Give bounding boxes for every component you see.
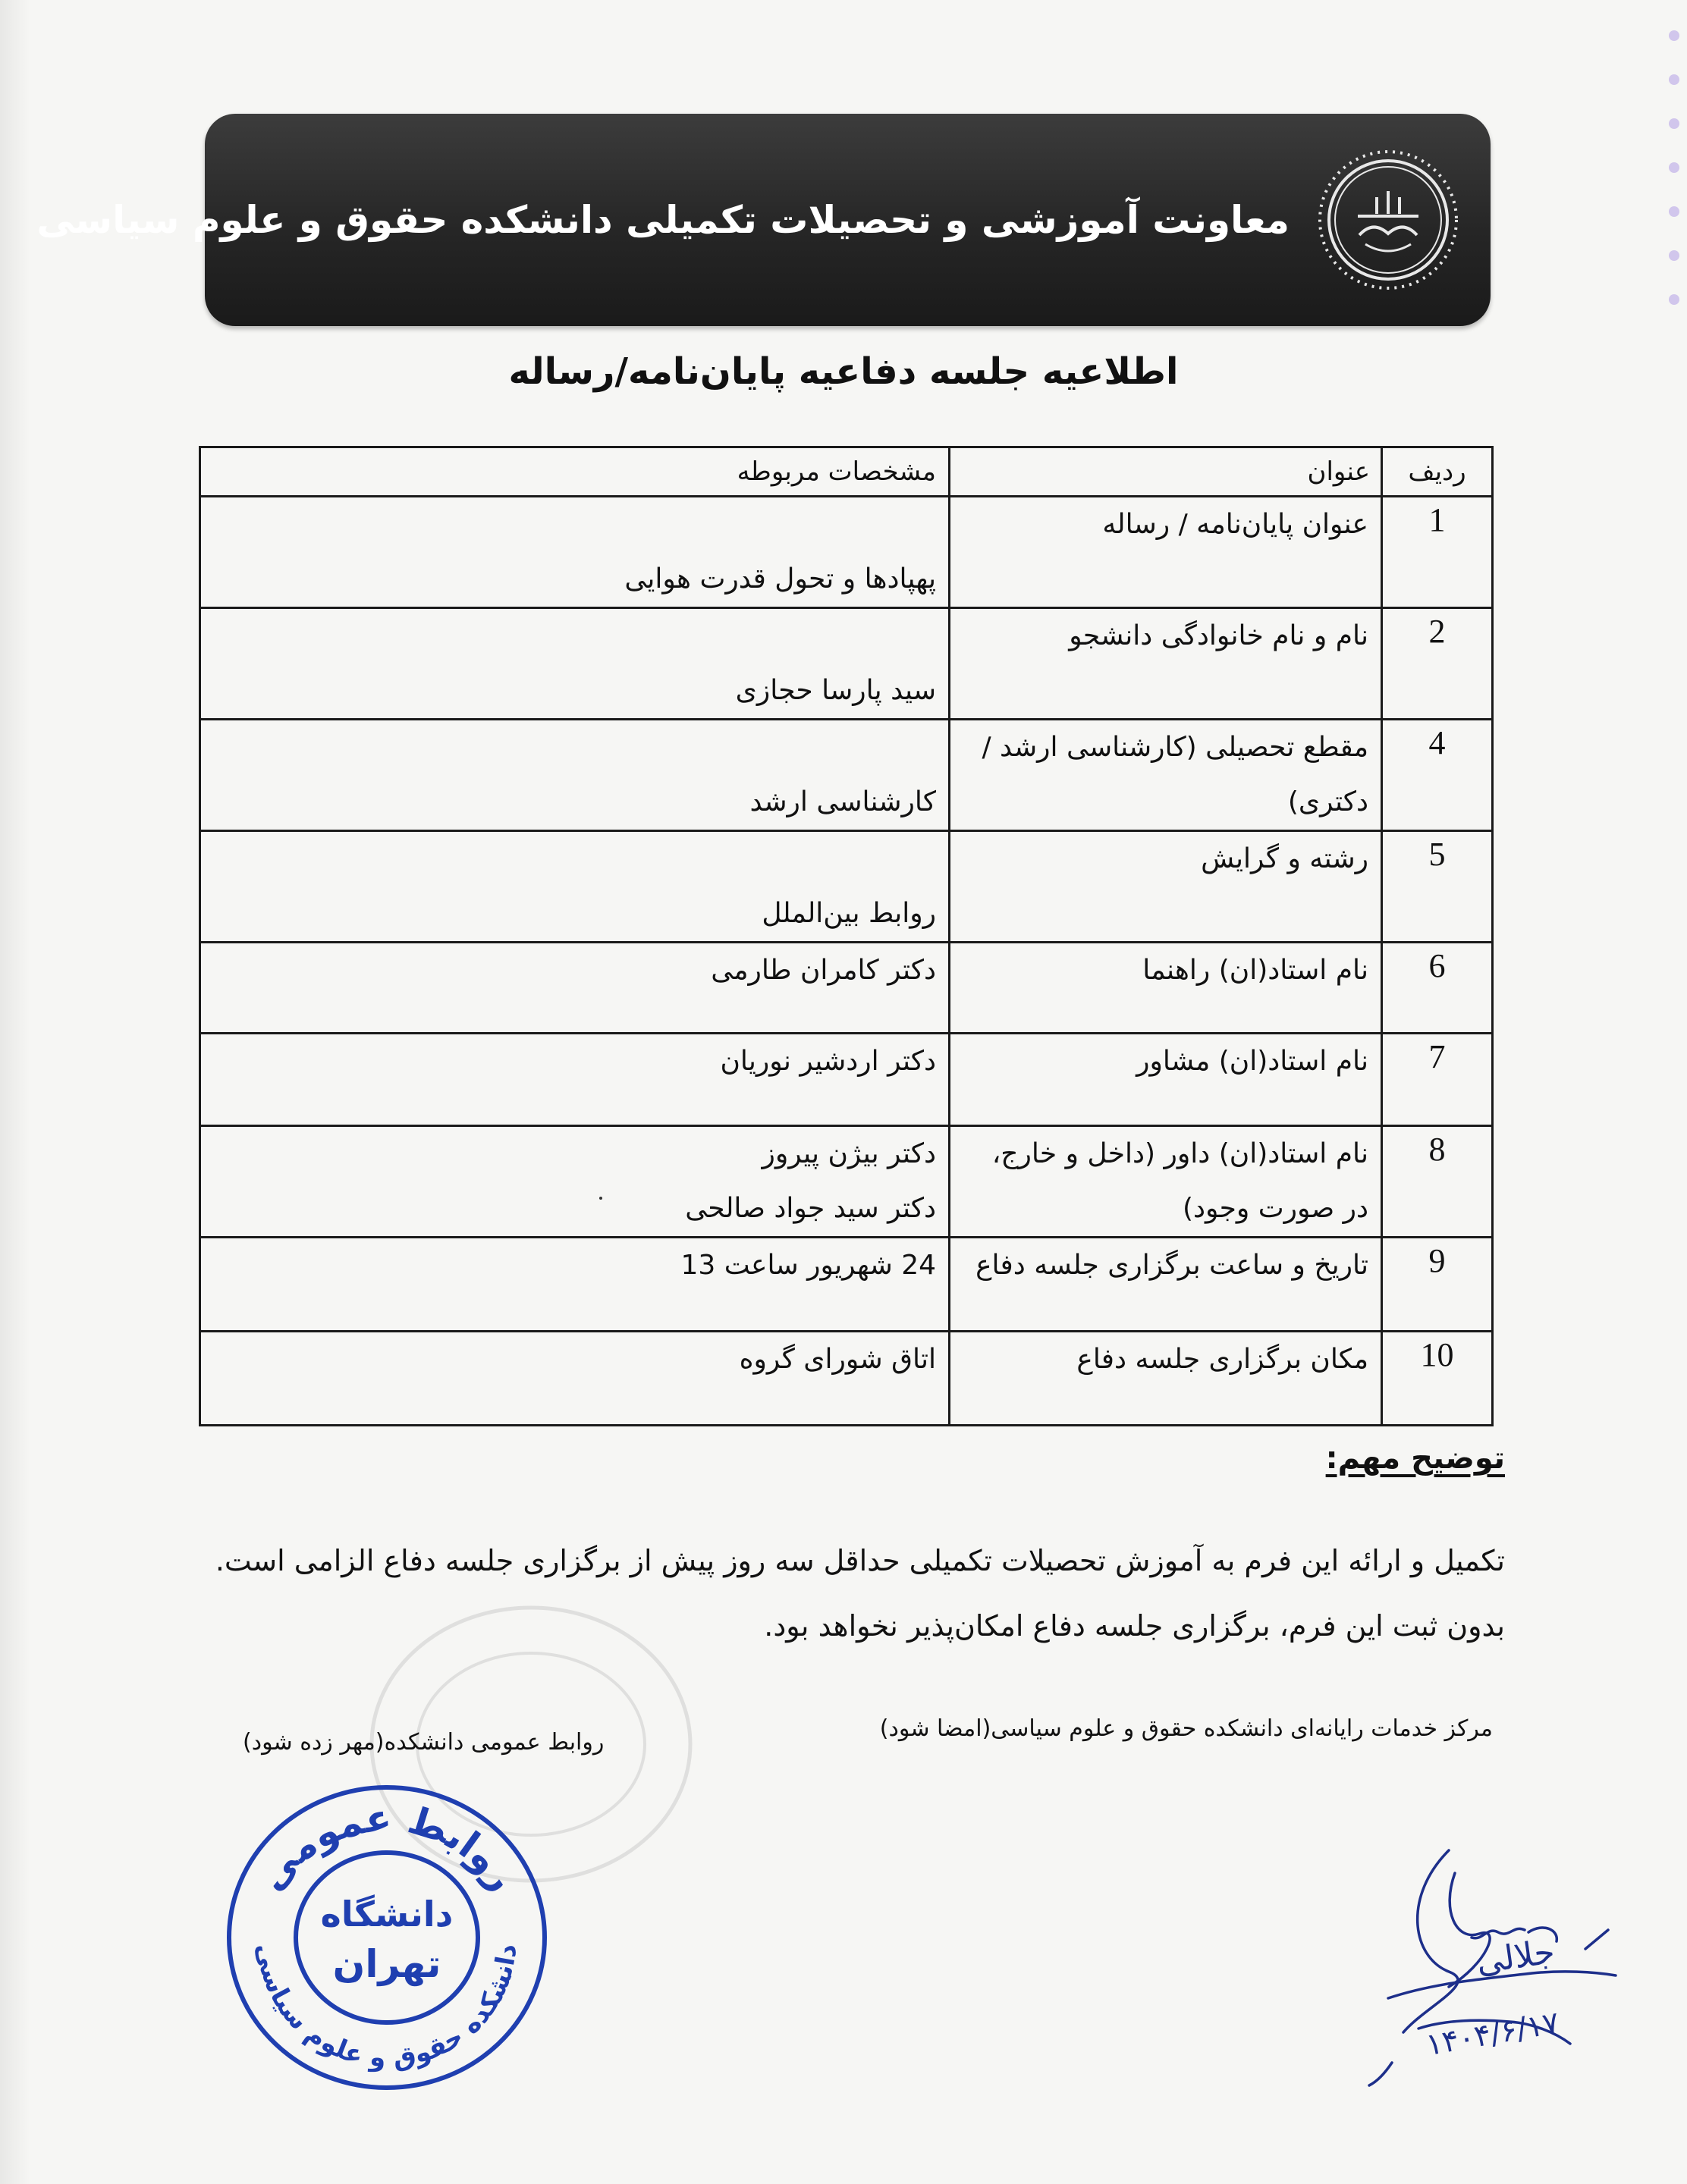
row-details xyxy=(200,1126,950,1238)
stamp-center-line1: دانشگاه xyxy=(320,1894,454,1935)
row-title: نام استاد(ان) راهنما xyxy=(950,943,1382,1034)
row-details xyxy=(200,1238,950,1332)
table-row xyxy=(200,831,1493,943)
detail-line: روابط بین‌الملل xyxy=(762,898,936,929)
table-row xyxy=(200,1238,1493,1332)
stamp-top-text: روابط عمومی xyxy=(249,1796,526,1899)
detail-line: اتاق شورای گروه xyxy=(739,1344,936,1375)
table-row xyxy=(200,1034,1493,1126)
signature-name: جلالی xyxy=(1474,1932,1557,1982)
row-number: 8 xyxy=(1382,1126,1493,1238)
header-number: ردیف xyxy=(1382,447,1493,497)
header-title: معاونت آموزشی و تحصیلات تکمیلی دانشکده حقوق و علوم سیاسی xyxy=(36,198,1290,242)
row-details xyxy=(200,831,950,943)
table-row xyxy=(200,1332,1493,1426)
row-number: 9 xyxy=(1382,1238,1493,1332)
row-title: رشته و گرایش xyxy=(950,831,1382,943)
row-title: نام و نام خانوادگی دانشجو xyxy=(950,608,1382,720)
row-details xyxy=(200,1034,950,1126)
table-row xyxy=(200,1126,1493,1238)
row-details xyxy=(200,943,950,1034)
signature-label: مرکز خدمات رایانه‌ای دانشکده حقوق و علوم سیاسی(امضا شود) xyxy=(879,1715,1493,1742)
row-number: 4 xyxy=(1382,720,1493,831)
university-logo-icon xyxy=(1312,144,1464,296)
note-heading: توضیح مهم: xyxy=(1325,1441,1505,1476)
row-details xyxy=(200,1332,950,1426)
official-seal-stamp xyxy=(220,1778,554,2097)
row-number: 2 xyxy=(1382,608,1493,720)
defense-info-table xyxy=(199,446,1494,1426)
table-row xyxy=(200,720,1493,831)
handwritten-signature xyxy=(1358,1843,1661,2093)
header-title-col: عنوان xyxy=(950,447,1382,497)
header-details: مشخصات مربوطه xyxy=(200,447,950,497)
row-title: عنوان پایان‌نامه / رساله xyxy=(950,497,1382,608)
row-number: 5 xyxy=(1382,831,1493,943)
stamp-label: روابط عمومی دانشکده(مهر زده شود) xyxy=(243,1729,605,1756)
detail-line: پهپادها و تحول قدرت هوایی xyxy=(624,563,936,595)
binder-holes xyxy=(1661,30,1679,318)
page-edge-shadow xyxy=(0,0,30,2184)
stamp-bottom-text: دانشکده حقوق و علوم سیاسی xyxy=(250,1941,523,2074)
signature-date: ۱۴۰۴/۶/۱۷ xyxy=(1423,2005,1563,2063)
row-details xyxy=(200,608,950,720)
detail-line: دکتر سید جواد صالحی xyxy=(685,1193,936,1224)
table-row xyxy=(200,608,1493,720)
row-number: 10 xyxy=(1382,1332,1493,1426)
header-banner xyxy=(36,114,1491,326)
row-title: نام استاد(ان) داور (داخل و خارج، در صورت وجود) xyxy=(950,1126,1382,1238)
table-row xyxy=(200,497,1493,608)
row-title: نام استاد(ان) مشاور xyxy=(950,1034,1382,1126)
table-header-row xyxy=(200,447,1493,497)
row-number: 1 xyxy=(1382,497,1493,608)
row-number: 6 xyxy=(1382,943,1493,1034)
row-title: مقطع تحصیلی (کارشناسی ارشد / دکتری) xyxy=(950,720,1382,831)
detail-line: دکتر بیژن پیروز xyxy=(762,1138,936,1169)
row-number: 7 xyxy=(1382,1034,1493,1126)
paper-speck xyxy=(599,1197,602,1200)
svg-text:روابط عمومی xyxy=(249,1796,525,1898)
detail-line: دکتر کامران طارمی xyxy=(711,955,936,986)
detail-line: کارشناسی ارشد xyxy=(749,786,936,817)
detail-line: 24 شهریور ساعت 13 xyxy=(680,1250,936,1281)
row-details xyxy=(200,720,950,831)
table-row xyxy=(200,943,1493,1034)
stamp-center-line2: تهران xyxy=(332,1942,441,1986)
row-details xyxy=(200,497,950,608)
row-title: مکان برگزاری جلسه دفاع xyxy=(950,1332,1382,1426)
notice-title: اطلاعیه جلسه دفاعیه پایان‌نامه/رساله xyxy=(508,350,1179,393)
detail-line: دکتر اردشیر نوریان xyxy=(720,1046,936,1077)
note-body: تکمیل و ارائه این فرم به آموزش تحصیلات تکمیلی حداقل سه روز پیش از برگزاری جلسه دفاع الزامی است. بدون ثبت این فرم، برگزاری جلسه دفاع امکان‌پذیر نخواهد بود. xyxy=(215,1544,1505,1643)
detail-line: سید پارسا حجازی xyxy=(735,675,936,706)
row-title: تاریخ و ساعت برگزاری جلسه دفاع xyxy=(950,1238,1382,1332)
